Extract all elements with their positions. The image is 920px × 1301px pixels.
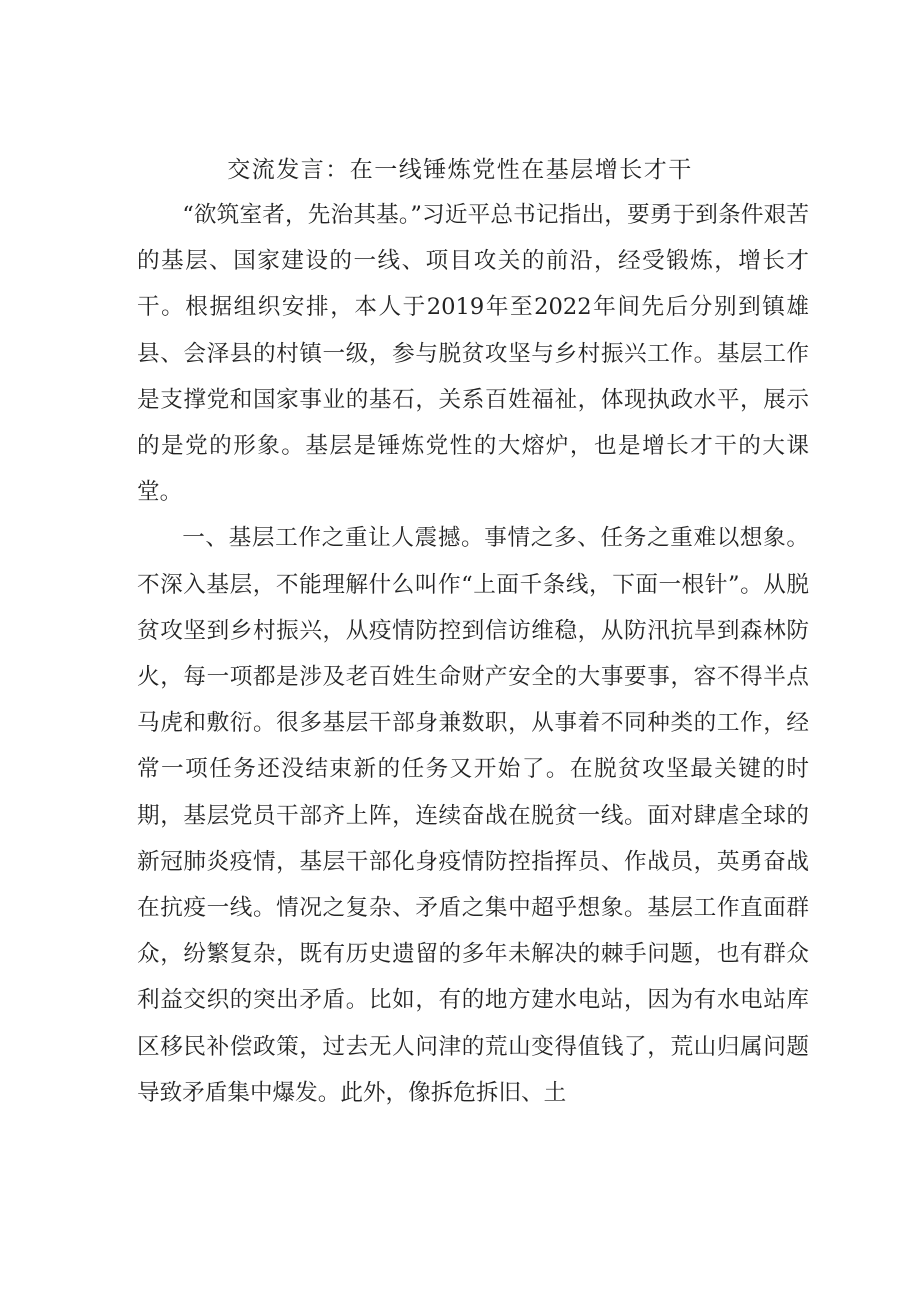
document-title: 交流发言：在一线锤炼党性在基层增长才干 — [227, 157, 693, 183]
paragraph-intro: “欲筑室者，先治其基。”习近平总书记指出，要勇于到条件艰苦的基层、国家建设的一线、项目攻关的前沿，经受锻炼，增长才干。根据组织安排，本人于2019年至2022年间先后分别到镇雄县、会泽县的村镇一级，参与脱贫攻坚与乡村振兴工作。基层工作是支撑党和国家事业的基石，关系百姓福祉，体现执政水平，展示的是党的形象。基层是锤炼党性的大熔炉，也是增长才干的大课堂。 — [137, 202, 809, 506]
document-body — [137, 192, 809, 1116]
paragraph-section-one: 一、基层工作之重让人震撼。事情之多、任务之重难以想象。不深入基层，不能理解什么叫作“上面千条线，下面一根针”。从脱贫攻坚到乡村振兴，从疫情防控到信访维稳，从防汛抗旱到森林防火，每一项都是涉及老百姓生命财产安全的大事要事，容不得半点马虎和敷衍。很多基层干部身兼数职，从事着不同种类的工作，经常一项任务还没结束新的任务又开始了。在脱贫攻坚最关键的时期，基层党员干部齐上阵，连续奋战在脱贫一线。面对肆虐全球的新冠肺炎疫情，基层干部化身疫情防控指挥员、作战员，英勇奋战在抗疫一线。情况之复杂、矛盾之集中超乎想象。基层工作直面群众，纷繁复杂，既有历史遗留的多年未解决的棘手问题，也有群众利益交织的突出矛盾。比如，有的地方建水电站，因为有水电站库区移民补偿政策，过去无人问津的荒山变得值钱了，荒山归属问题导致矛盾集中爆发。此外，像拆危拆旧、土 — [137, 525, 809, 1106]
